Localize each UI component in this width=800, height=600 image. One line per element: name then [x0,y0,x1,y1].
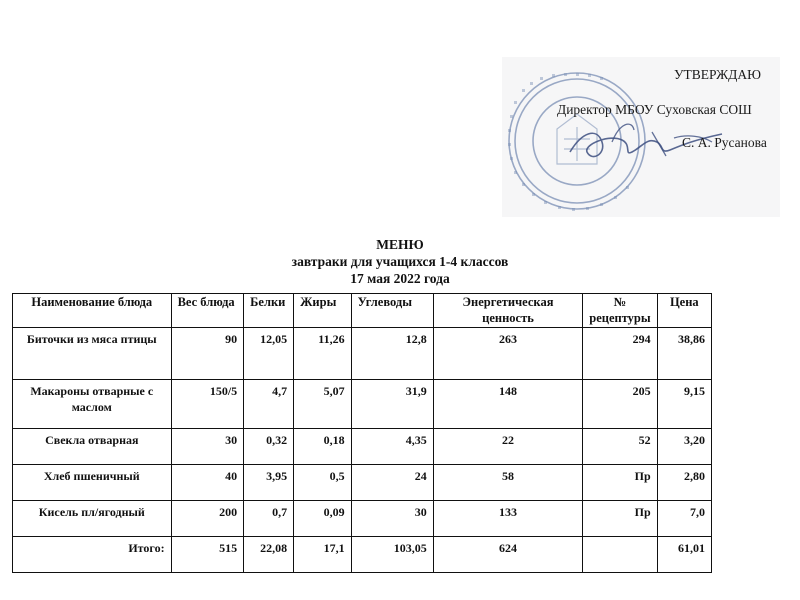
total-row [13,537,712,573]
column-header: Жиры [294,294,352,328]
dish-name: Биточки из мяса птицы [13,328,172,380]
dish-recipe: Пр [583,501,657,537]
approval-position: Директор МБОУ Суховская СОШ [557,102,752,117]
column-header: Белки [244,294,294,328]
dish-carbs: 30 [351,501,433,537]
dish-weight: 30 [171,429,244,465]
dish-energy: 148 [433,380,582,429]
dish-recipe: 52 [583,429,657,465]
column-header: Цена [657,294,711,328]
dish-price: 2,80 [657,465,711,501]
dish-weight: 150/5 [171,380,244,429]
dish-weight: 40 [171,465,244,501]
dish-energy: 133 [433,501,582,537]
dish-name: Хлеб пшеничный [13,465,172,501]
page-title: МЕНЮ [376,237,424,252]
dish-weight: 200 [171,501,244,537]
dish-energy: 22 [433,429,582,465]
dish-recipe: 205 [583,380,657,429]
table-row [13,501,712,537]
dish-carbs: 24 [351,465,433,501]
approval-name: С. А. Русанова [682,135,767,150]
dish-energy: 58 [433,465,582,501]
dish-protein: 0,32 [244,429,294,465]
dish-name: Свекла отварная [13,429,172,465]
dish-recipe: 294 [583,328,657,380]
dish-protein: 12,05 [244,328,294,380]
total-price: 61,01 [657,537,711,573]
dish-weight: 90 [171,328,244,380]
table-row [13,429,712,465]
approval-block [502,57,780,217]
dish-fat: 5,07 [294,380,352,429]
dish-fat: 0,5 [294,465,352,501]
dish-carbs: 31,9 [351,380,433,429]
column-header: № рецептуры [583,294,657,328]
menu-date: 17 мая 2022 года [350,271,450,286]
dish-fat: 11,26 [294,328,352,380]
total-energy: 624 [433,537,582,573]
dish-fat: 0,09 [294,501,352,537]
column-header: Энергетическая ценность [433,294,582,328]
dish-recipe: Пр [583,465,657,501]
page-subtitle: завтраки для учащихся 1-4 классов [291,254,509,269]
table-row [13,380,712,429]
total-label: Итого: [13,537,172,573]
dish-price: 38,86 [657,328,711,380]
column-header: Вес блюда [171,294,244,328]
column-header: Наименование блюда [13,294,172,328]
total-protein: 22,08 [244,537,294,573]
approval-title: УТВЕРЖДАЮ [674,67,762,82]
table-row [13,328,712,380]
dish-price: 3,20 [657,429,711,465]
dish-energy: 263 [433,328,582,380]
dish-carbs: 4,35 [351,429,433,465]
dish-price: 9,15 [657,380,711,429]
total-weight: 515 [171,537,244,573]
total-recipe [583,537,657,573]
table-row [13,465,712,501]
dish-fat: 0,18 [294,429,352,465]
menu-table [12,293,712,573]
total-carbs: 103,05 [351,537,433,573]
column-header: Углеводы [351,294,433,328]
dish-name: Кисель пл/ягодный [13,501,172,537]
total-fat: 17,1 [294,537,352,573]
dish-protein: 3,95 [244,465,294,501]
table-header-row [13,294,712,328]
dish-price: 7,0 [657,501,711,537]
dish-name: Макароны отварные с маслом [13,380,172,429]
dish-protein: 4,7 [244,380,294,429]
dish-carbs: 12,8 [351,328,433,380]
dish-protein: 0,7 [244,501,294,537]
